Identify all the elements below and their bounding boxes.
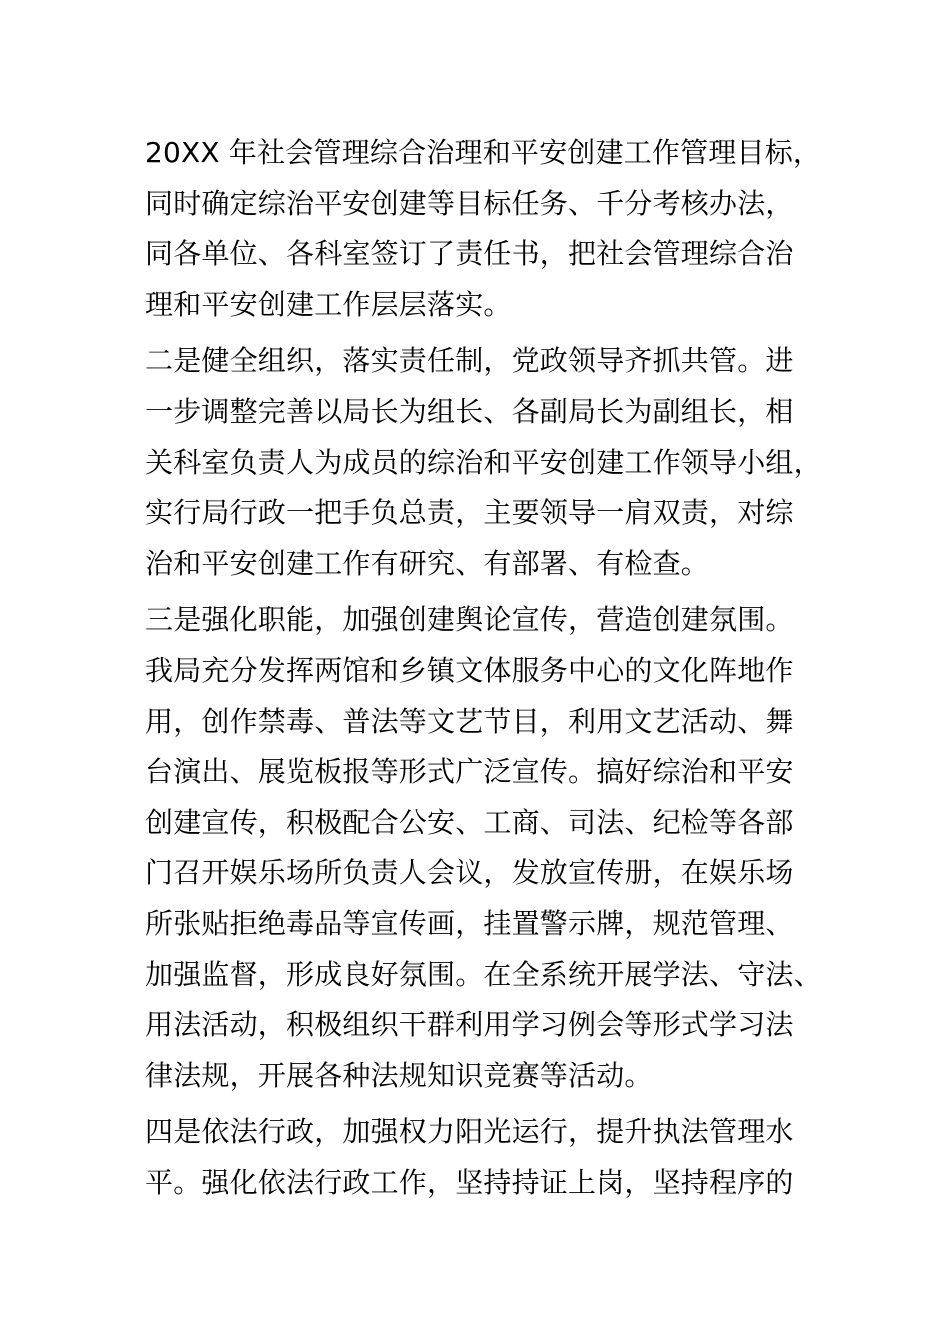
text-line: 关科室负责人为成员的综治和平安创建工作领导小组， bbox=[145, 445, 822, 479]
paragraph-3 bbox=[145, 595, 825, 1101]
text-line: 四是依法行政，加强权力阳光运行，提升执法管理水 bbox=[145, 1115, 794, 1149]
text-line: 同时确定综治平安创建等目标任务、千分考核办法， bbox=[145, 186, 794, 220]
paragraph-2 bbox=[145, 336, 825, 589]
text-line: 我局充分发挥两馆和乡镇文体服务中心的文化阵地作 bbox=[145, 653, 794, 687]
text-line: 用，创作禁毒、普法等文艺节目，利用文艺活动、舞 bbox=[145, 704, 794, 738]
text-line: 20XX 年社会管理综合治理和平安创建工作管理目标， bbox=[145, 136, 822, 169]
text-line: 所张贴拒绝毒品等宣传画，挂置警示牌，规范管理、 bbox=[145, 906, 794, 940]
text-line: 同各单位、各科室签订了责任书，把社会管理综合治 bbox=[145, 237, 794, 271]
text-line: 实行局行政一把手负总责，主要领导一肩双责，对综 bbox=[145, 496, 794, 530]
text-line: 三是强化职能，加强创建舆论宣传，营造创建氛围。 bbox=[145, 603, 794, 637]
text-line: 用法活动，积极组织干群利用学习例会等形式学习法 bbox=[145, 1008, 794, 1042]
text-line: 门召开娱乐场所负责人会议，发放宣传册，在娱乐场 bbox=[145, 856, 794, 890]
text-line: 律法规，开展各种法规知识竞赛等活动。 bbox=[145, 1058, 653, 1092]
text-line: 一步调整完善以局长为组长、各副局长为副组长，相 bbox=[145, 394, 794, 428]
paragraph-1 bbox=[145, 128, 825, 330]
text-line: 治和平安创建工作有研究、有部署、有检查。 bbox=[145, 546, 710, 580]
text-line: 平。强化依法行政工作，坚持持证上岗，坚持程序的 bbox=[145, 1165, 794, 1199]
text-line: 创建宣传，积极配合公安、工商、司法、纪检等各部 bbox=[145, 805, 794, 839]
document-page bbox=[145, 128, 825, 1214]
text-line: 台演出、展览板报等形式广泛宣传。搞好综治和平安 bbox=[145, 755, 794, 789]
text-line: 理和平安创建工作层层落实。 bbox=[145, 287, 512, 321]
paragraph-4 bbox=[145, 1107, 825, 1208]
text-line: 加强监督，形成良好氛围。在全系统开展学法、守法、 bbox=[145, 957, 822, 991]
text-line: 二是健全组织，落实责任制，党政领导齐抓共管。进 bbox=[145, 344, 794, 378]
